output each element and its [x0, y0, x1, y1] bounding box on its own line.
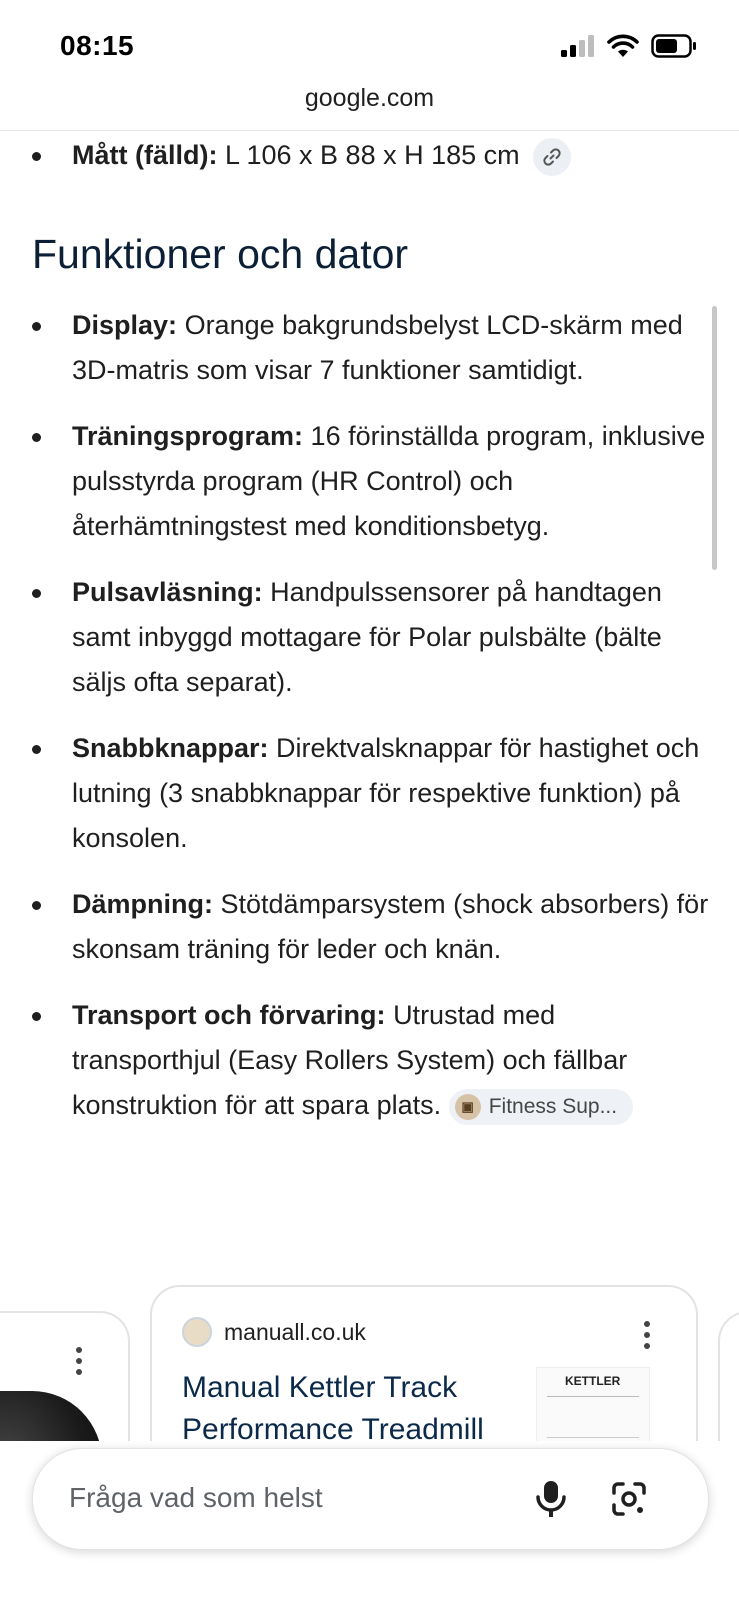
- dimensions-list: [0, 133, 739, 178]
- status-bar: [0, 0, 739, 88]
- google-lens-icon[interactable]: [611, 1481, 647, 1517]
- clock: 08:15: [60, 30, 135, 61]
- item-label: Transport och förvaring:: [72, 1000, 386, 1030]
- more-vertical-icon[interactable]: [644, 1321, 652, 1349]
- features-list: [0, 303, 739, 1128]
- item-label: Mått (fälld):: [72, 140, 218, 170]
- list-item-quick-buttons: [0, 726, 739, 861]
- section-heading: Funktioner och dator: [32, 231, 409, 277]
- item-text: 16 förinställda program, inklusive pulsstyrda program (HR Control) och återhämtningstest med konditionsbetyg.: [72, 421, 706, 541]
- item-label: Snabbknappar:: [72, 733, 269, 763]
- search-input[interactable]: Fråga vad som helst: [69, 1482, 323, 1513]
- thumbnail-brand: KETTLER: [565, 1374, 621, 1388]
- item-label: Träningsprogram:: [72, 421, 304, 451]
- list-item-pulse-reading: [0, 570, 739, 705]
- item-label: Pulsavläsning:: [72, 577, 263, 607]
- list-item-transport: [0, 993, 739, 1128]
- scrollbar[interactable]: [712, 306, 717, 570]
- item-text: Stötdämparsystem (shock absorbers) för skonsam träning för leder och knän.: [72, 889, 709, 964]
- link-icon: [542, 147, 562, 167]
- card-site-name: manuall.co.uk: [224, 1319, 366, 1345]
- item-text: L 106 x B 88 x H 185 cm: [224, 140, 520, 170]
- thumbnail-lines: [547, 1396, 639, 1438]
- item-text: Direktvalsknappar för hastighet och lutning (3 snabbknappar för respektive funktion) på konsolen.: [72, 733, 700, 853]
- answer-content: [0, 131, 739, 1441]
- ask-anything-bar[interactable]: [32, 1448, 709, 1550]
- status-icons: [561, 34, 697, 58]
- source-card-manuall[interactable]: [150, 1285, 698, 1441]
- site-favicon-icon: ▣: [455, 1094, 481, 1120]
- treadmill-belt-image: [0, 1391, 102, 1441]
- list-item-display: [0, 303, 739, 393]
- site-favicon-icon: [182, 1317, 212, 1347]
- item-text: Handpulssensorer på handtagen samt inbyggd mottagare för Polar pulsbälte (bälte säljs ofta separat).: [72, 577, 662, 697]
- cellular-signal-icon: [561, 35, 595, 57]
- list-item-damping: [0, 882, 739, 972]
- source-card-previous[interactable]: [0, 1311, 130, 1441]
- source-chip[interactable]: [449, 1089, 633, 1125]
- item-label: Display:: [72, 310, 178, 340]
- card-thumbnail: [536, 1367, 650, 1441]
- item-text: Utrustad med transporthjul (Easy Rollers System) och fällbar konstruktion för att spara plats.: [72, 1000, 628, 1120]
- address-domain: google.com: [304, 84, 435, 112]
- list-item-dimensions: [0, 133, 739, 178]
- microphone-icon[interactable]: [534, 1479, 568, 1519]
- battery-icon: [651, 34, 697, 58]
- card-title[interactable]: Manual Kettler Track Performance Treadmill: [182, 1371, 484, 1441]
- source-card-next[interactable]: [718, 1311, 739, 1441]
- item-label: Dämpning:: [72, 889, 213, 919]
- more-vertical-icon[interactable]: [76, 1347, 84, 1375]
- list-item-training-programs: [0, 414, 739, 549]
- wifi-icon: [607, 34, 639, 58]
- item-text: Orange bakgrundsbelyst LCD-skärm med 3D-matris som visar 7 funktioner samtidigt.: [72, 310, 683, 385]
- source-chip-label: Fitness Sup...: [488, 1095, 618, 1119]
- address-bar[interactable]: [0, 84, 739, 131]
- source-link-button[interactable]: [533, 138, 571, 176]
